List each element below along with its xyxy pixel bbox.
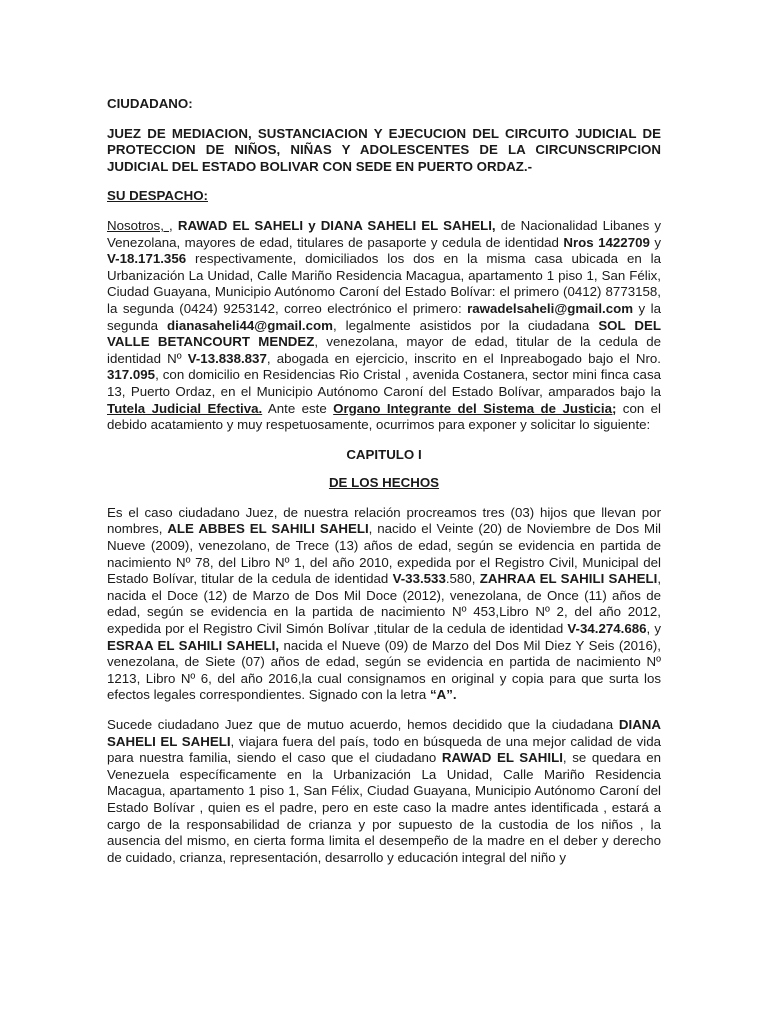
lawyer-name: SOL DEL VALLE BETANCOURT MENDEZ — [107, 317, 661, 350]
intro-text: , con domicilio en Residencias Rio Cristal , avenida Costanera, sector mini finca casa 13, Puerto Ordaz, en el Municipio Autónomo Caroní del Estado Bolívar, amparados bajo la — [107, 367, 661, 399]
passport-number: Nros 1422709 — [563, 234, 650, 250]
hechos-text: , nacida el Doce (12) de Marzo de Dos Mil Doce (2012), venezolana, de Once (11) años de edad, según se evidencia en la partida de nacimiento Nº 453,Libro Nº 2, del año 2012, expedida por el Registro Civil Simón Bolívar ,titular de la cedula de identidad — [107, 571, 662, 637]
tutela-text: Tutela Judicial Efectiva. — [107, 400, 263, 416]
nosotros-text: Nosotros, — [107, 217, 170, 233]
child-2-id: V-34.274.686 — [567, 621, 647, 637]
child-1-id-suffix: .580 — [445, 571, 472, 587]
intro-paragraph — [107, 218, 661, 434]
child-3-name: ESRAA EL SAHILI SAHELI, — [107, 637, 280, 653]
hechos-text: Es el caso ciudadano Juez, de nuestra relación procreamos tres (03) hijos que llevan por nombres, — [107, 504, 661, 537]
hechos-text: Sucede ciudadano Juez que de mutuo acuerdo, hemos decidido que la ciudadana — [107, 717, 619, 732]
organo-text: Organo Integrante del Sistema de Justicia; — [333, 400, 617, 416]
intro-text: y — [649, 234, 661, 250]
hechos-text: , — [471, 571, 480, 587]
child-2-name: ZAHRAA EL SAHILI SAHELI — [479, 571, 658, 587]
hechos-text: , se quedara en Venezuela específicamente en la Urbanización La Unidad, Calle Mariño Residencia Macagua, apartamento 1 piso 1, San Félix, Ciudad Guayana, Municipio Autónomo Caroní del Estado Bolívar , quien es el padre, pero en este caso la madre antes identificada , estará a cargo de la responsabilidad de crianza y por supuesto de la custodia de los niños , la ausencia del mismo, en cierta forma limita el desempeño de la madre en el deber y derecho de cuidado, crianza, representación, desarrollo y educación integral del niño y — [107, 750, 661, 865]
hechos-paragraph-2 — [107, 717, 661, 866]
intro-text: de Nacionalidad Libanes y Venezolana, mayores de edad, titulares de pasaporte y cedula de identidad — [107, 217, 661, 250]
annex-letter: “A”. — [430, 687, 457, 703]
salutation: CIUDADANO: — [107, 96, 193, 111]
chapter-heading: CAPITULO I — [346, 446, 422, 462]
intro-text: , venezolana, mayor de edad, titular de la cedula de identidad Nº — [107, 334, 662, 366]
hechos-text: , y — [646, 621, 662, 637]
addressee: JUEZ DE MEDIACION, SUSTANCIACION Y EJECUCION DEL CIRCUITO JUDICIAL DE PROTECCION DE NIÑOS, NIÑAS Y ADOLESCENTES DE LA CIRCUNSCRIPCION JUDICIAL DEL ESTADO BOLIVAR CON SEDE EN PUERTO ORDAZ.- — [107, 125, 661, 174]
diana-name: DIANA SAHELI EL SAHELI — [107, 717, 661, 749]
section-heading: DE LOS HECHOS — [328, 475, 440, 491]
su-despacho-heading: SU DESPACHO: — [107, 188, 208, 204]
intro-text: , abogada en ejercicio, inscrito en el Inpreabogado bajo el Nro. — [266, 350, 661, 366]
intro-text: y la segunda — [107, 300, 661, 333]
intro-text: , legalmente asistidos por la ciudadana — [332, 317, 599, 333]
child-1-name: ALE ABBES EL SAHILI SAHELI — [167, 521, 369, 537]
cedula-number: V-18.171.356 — [107, 251, 187, 267]
hechos-text: , viajara fuera del país, todo en búsqueda de una mejor calidad de vida para nuestra familia, siendo el caso que el ciudadano — [107, 733, 661, 766]
inpreabogado-number: 317.095 — [107, 367, 156, 383]
lawyer-id: V-13.838.837 — [187, 350, 267, 366]
intro-text: , — [169, 217, 178, 233]
email-rawad: rawadelsaheli@gmail.com — [467, 300, 634, 316]
hechos-text: , nacido el Veinte (20) de Noviembre de Dos Mil Nueve (2009), venezolano, de Trece (13) años de edad, según se evidencia en partida de nacimiento Nº 78, del Libro Nº 1, del año 2010, expedida por el Registro Civil, Municipal del Estado Bolívar, titular de la cedula de identidad — [107, 521, 661, 587]
petitioners-names: RAWAD EL SAHELI y DIANA SAHELI EL SAHELI, — [177, 217, 496, 233]
intro-text: respectivamente, domiciliados los dos en la misma casa ubicada en la Urbanización La Unidad, Calle Mariño Residencia Macagua, apartamento 1 piso 1, San Félix, Ciudad Guayana, Municipio Autónomo Caroní del Estado Bolívar: el primero (0412) 8773158, la segunda (0424) 9253142, correo electrónico el primero: — [107, 251, 661, 316]
hechos-text: nacida el Nueve (09) de Marzo del Dos Mil Diez Y Seis (2016), venezolana, de Siete (07) años de edad, según se evidencia en partida de nacimiento Nº 1213, Libro Nº 6, del año 2016,la cual consignamos en original y copia para que surta los efectos legales correspondientes. Signado con la letra — [107, 637, 661, 703]
hechos-paragraph-1 — [107, 505, 661, 704]
intro-text: Ante este — [262, 400, 334, 416]
rawad-name: RAWAD EL SAHILI — [441, 750, 563, 766]
intro-text: con el debido acatamiento y muy respetuosamente, ocurrimos para exponer y solicitar lo siguiente: — [107, 400, 661, 433]
child-1-id: V-33.533 — [392, 571, 446, 587]
email-diana: dianasaheli44@gmail.com — [167, 317, 333, 333]
